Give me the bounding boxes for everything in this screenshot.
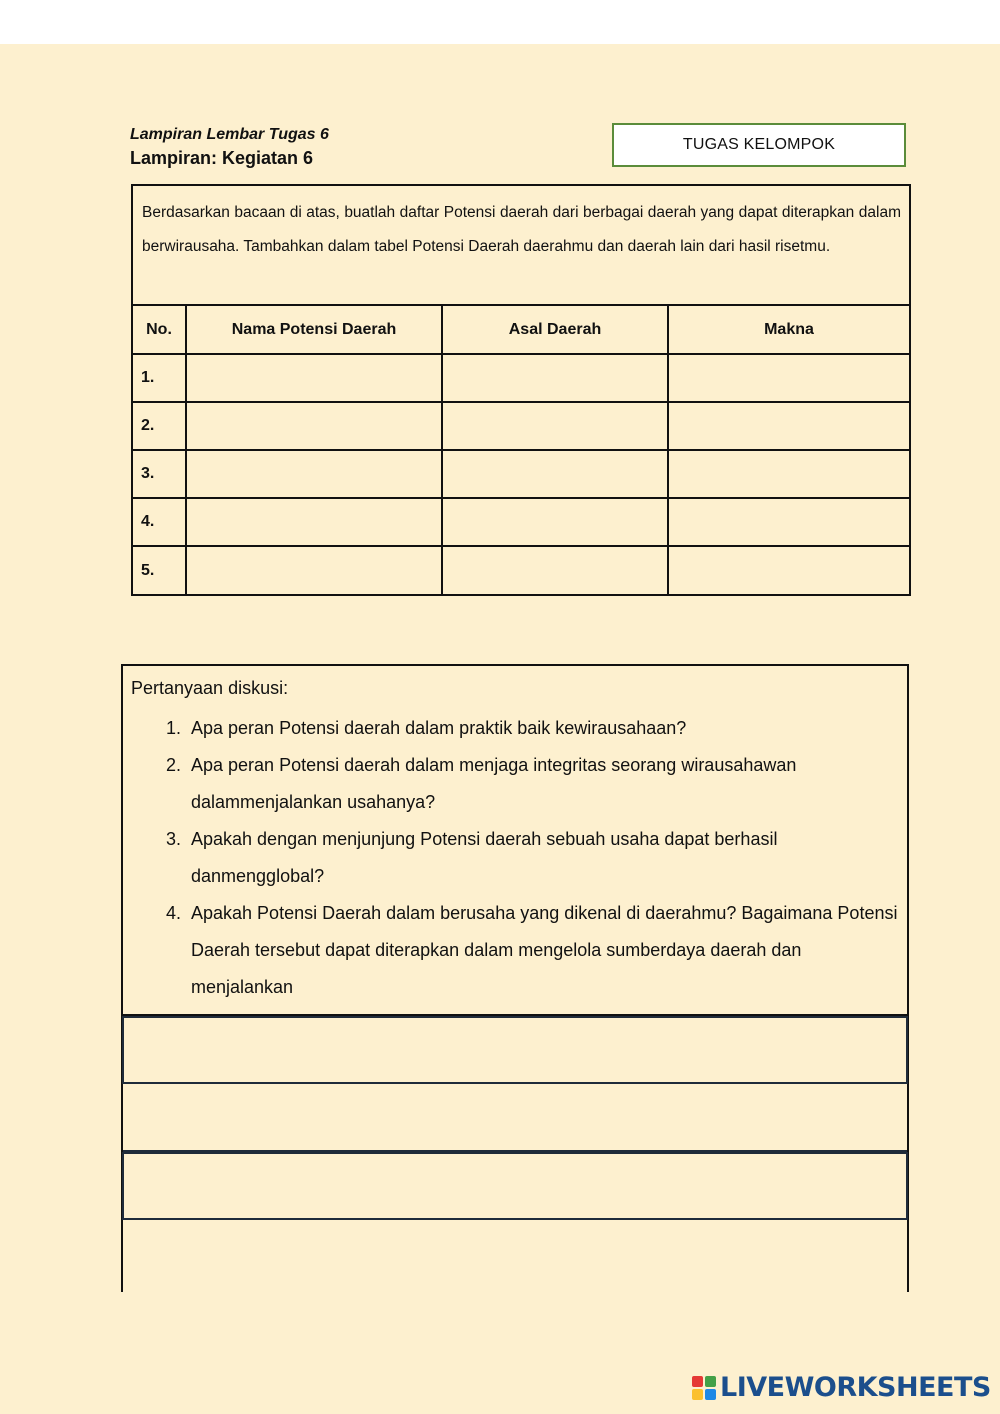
question-number: 2. xyxy=(165,755,181,775)
nama-cell-input[interactable] xyxy=(186,450,442,498)
table-header-row xyxy=(133,306,909,354)
makna-cell-input[interactable] xyxy=(668,450,909,498)
discussion-questions xyxy=(123,666,907,1016)
question-item xyxy=(131,710,899,747)
table-row xyxy=(133,546,909,594)
nama-cell-input[interactable] xyxy=(186,354,442,402)
column-header-asal: Asal Daerah xyxy=(442,306,668,354)
asal-cell-input[interactable] xyxy=(442,450,668,498)
liveworksheets-logo-icon xyxy=(692,1376,716,1400)
discussion-box xyxy=(121,664,909,1292)
potensi-table xyxy=(133,306,909,594)
task-instruction: Berdasarkan bacaan di atas, buatlah daftar Potensi daerah dari berbagai daerah yang dapat diterapkan dalam berwirausaha. Tambahkan dalam tabel Potensi Daerah daerahmu dan daerah lain dari hasil risetmu. xyxy=(133,186,909,306)
answer-field-4[interactable] xyxy=(123,1220,907,1294)
column-header-makna: Makna xyxy=(668,306,909,354)
question-number: 4. xyxy=(165,903,181,923)
makna-cell-input[interactable] xyxy=(668,402,909,450)
table-row xyxy=(133,498,909,546)
table-row xyxy=(133,354,909,402)
row-number: 5. xyxy=(133,546,186,594)
answer-field-1[interactable] xyxy=(122,1016,908,1084)
makna-cell-input[interactable] xyxy=(668,546,909,594)
worksheet-subtitle: Lampiran Lembar Tugas 6 xyxy=(130,126,329,143)
asal-cell-input[interactable] xyxy=(442,498,668,546)
question-item xyxy=(131,895,899,1006)
question-text: Apakah dengan menjunjung Potensi daerah sebuah usaha dapat berhasil danmengglobal? xyxy=(191,829,778,886)
question-text: Apa peran Potensi daerah dalam menjaga integritas seorang wirausahawan dalammenjalankan usahanya? xyxy=(191,755,797,812)
makna-cell-input[interactable] xyxy=(668,498,909,546)
column-header-no: No. xyxy=(133,306,186,354)
nama-cell-input[interactable] xyxy=(186,546,442,594)
nama-cell-input[interactable] xyxy=(186,402,442,450)
row-number: 3. xyxy=(133,450,186,498)
makna-cell-input[interactable] xyxy=(668,354,909,402)
question-item xyxy=(131,821,899,895)
table-row xyxy=(133,450,909,498)
row-number: 1. xyxy=(133,354,186,402)
liveworksheets-logo xyxy=(692,1372,991,1403)
question-number: 1. xyxy=(165,718,181,738)
nama-cell-input[interactable] xyxy=(186,498,442,546)
table-row xyxy=(133,402,909,450)
answer-field-3[interactable] xyxy=(122,1152,908,1220)
worksheet-title: Lampiran: Kegiatan 6 xyxy=(130,148,314,168)
row-number: 2. xyxy=(133,402,186,450)
asal-cell-input[interactable] xyxy=(442,354,668,402)
question-text: Apakah Potensi Daerah dalam berusaha yang dikenal di daerahmu? Bagaimana Potensi Daerah tersebut dapat diterapkan dalam mengelola sumberdaya daerah dan menjalankan xyxy=(191,903,898,997)
asal-cell-input[interactable] xyxy=(442,402,668,450)
asal-cell-input[interactable] xyxy=(442,546,668,594)
question-number: 3. xyxy=(165,829,181,849)
answer-field-2[interactable] xyxy=(123,1084,907,1152)
logo-text: LIVEWORKSHEETS xyxy=(720,1372,991,1403)
row-number: 4. xyxy=(133,498,186,546)
task-type-badge: TUGAS KELOMPOK xyxy=(612,123,906,167)
discussion-heading: Pertanyaan diskusi: xyxy=(131,678,289,698)
question-text: Apa peran Potensi daerah dalam praktik baik kewirausahaan? xyxy=(191,718,687,738)
question-item xyxy=(131,747,899,821)
worksheet-page xyxy=(0,44,1000,1414)
task-box xyxy=(131,184,911,596)
column-header-nama: Nama Potensi Daerah xyxy=(186,306,442,354)
